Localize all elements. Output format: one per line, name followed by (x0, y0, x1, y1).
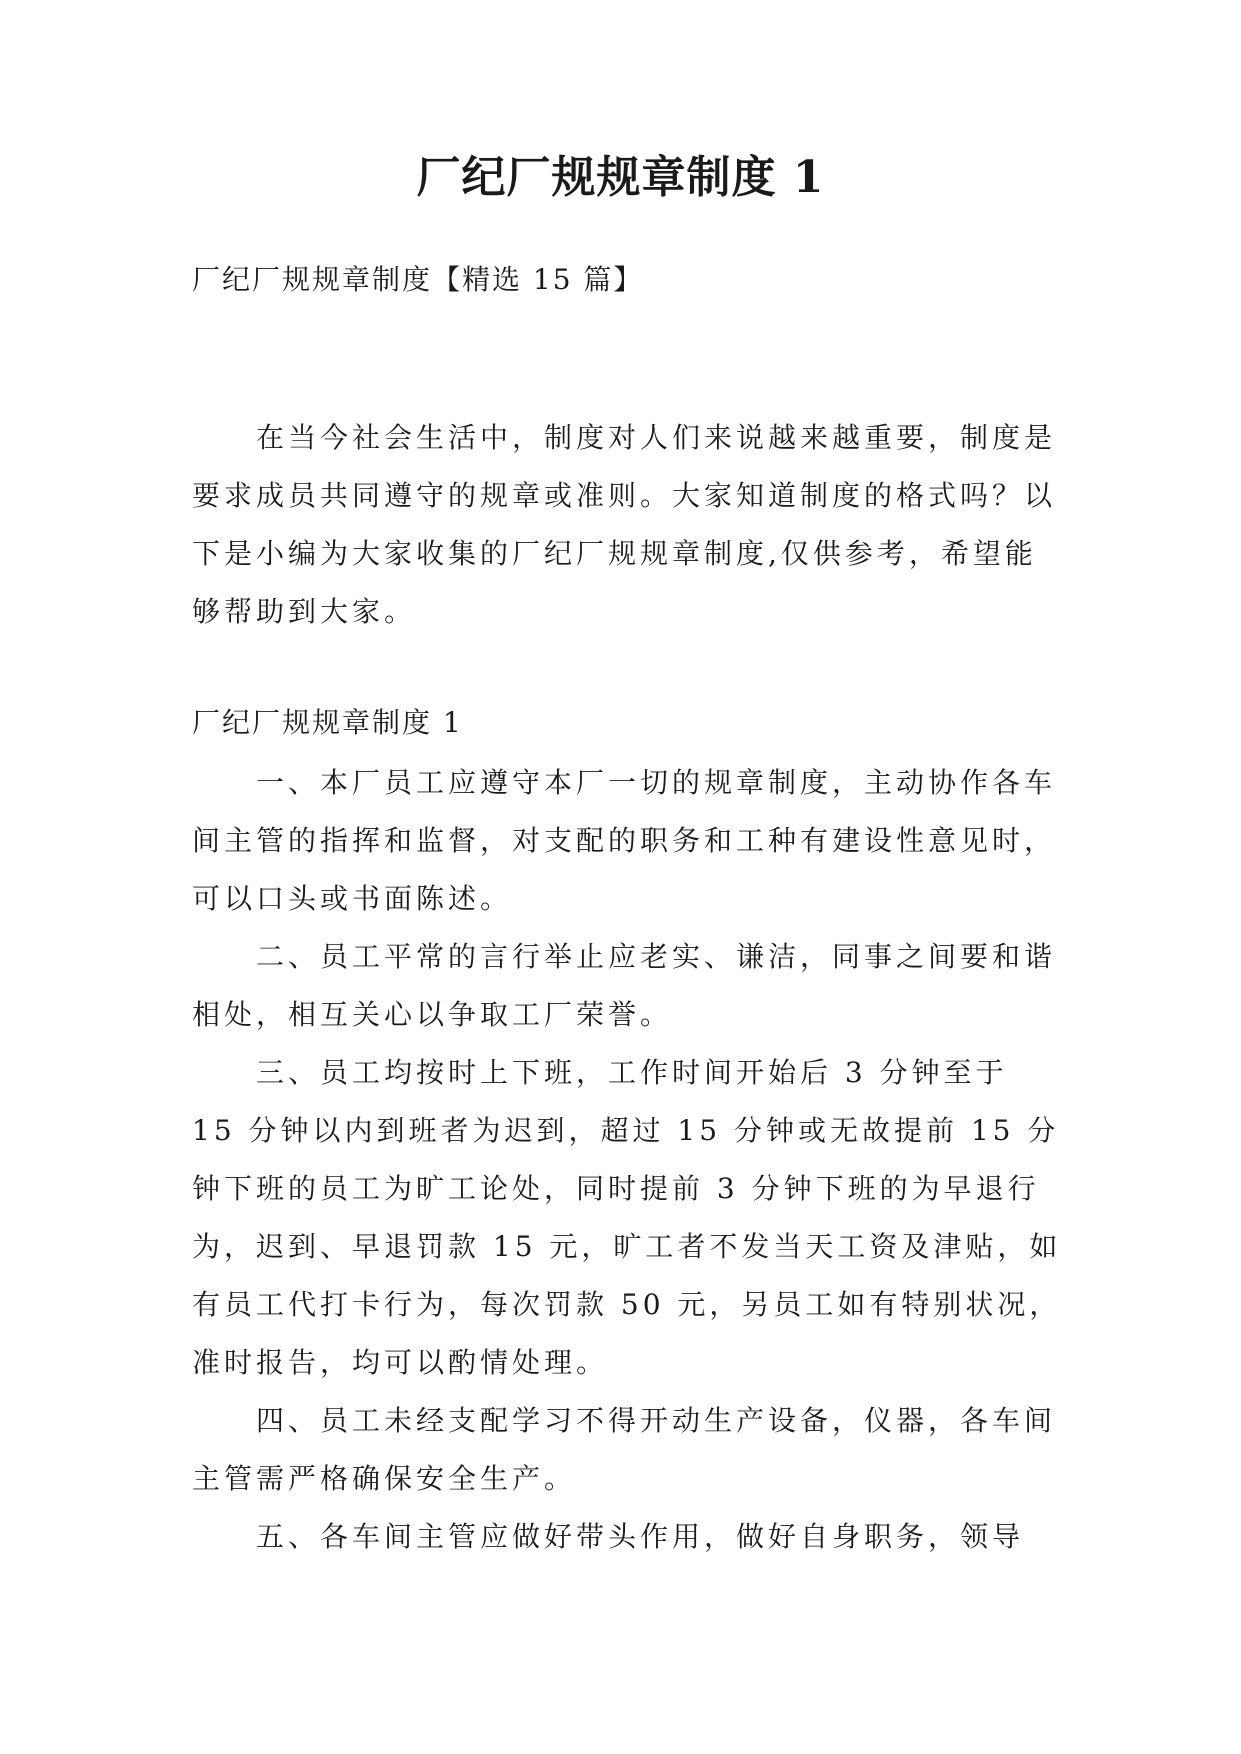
section-body (192, 754, 1062, 1566)
paragraph-item-2: 二、员工平常的言行举止应老实、谦洁，同事之间要和谐相处，相互关心以争取工厂荣誉。 (192, 940, 1057, 1031)
paragraph-item-1: 一、本厂员工应遵守本厂一切的规章制度，主动协作各车间主管的指挥和监督，对支配的职务和工种有建设性意见时，可以口头或书面陈述。 (192, 766, 1057, 915)
section-heading: 厂纪厂规规章制度 1 (192, 706, 463, 739)
document-title: 厂纪厂规规章制度 1 (416, 152, 825, 203)
intro-paragraph: 在当今社会生活中，制度对人们来说越来越重要，制度是要求成员共同遵守的规章或准则。大家知道制度的格式吗？以下是小编为大家收集的厂纪厂规规章制度,仅供参考，希望能够帮助到大家。 (192, 421, 1057, 628)
paragraph-item-3: 三、员工均按时上下班，工作时间开始后 3 分钟至于 15 分钟以内到班者为迟到，超过 15 分钟或无故提前 15 分钟下班的员工为旷工论处，同时提前 3 分钟下班的为早退行为，迟到、早退罚款 15 元，旷工者不发当天工资及津贴，如有员工代打卡行为，每次罚款 50 元，另员工如有特别状况，准时报告，均可以酌情处理。 (192, 1056, 1062, 1379)
paragraph-item-5: 五、各车间主管应做好带头作用，做好自身职务，领导 (256, 1520, 1025, 1553)
document-subtitle: 厂纪厂规规章制度【精选 15 篇】 (192, 263, 644, 296)
paragraph-item-4: 四、员工未经支配学习不得开动生产设备，仪器，各车间主管需严格确保安全生产。 (192, 1404, 1057, 1495)
